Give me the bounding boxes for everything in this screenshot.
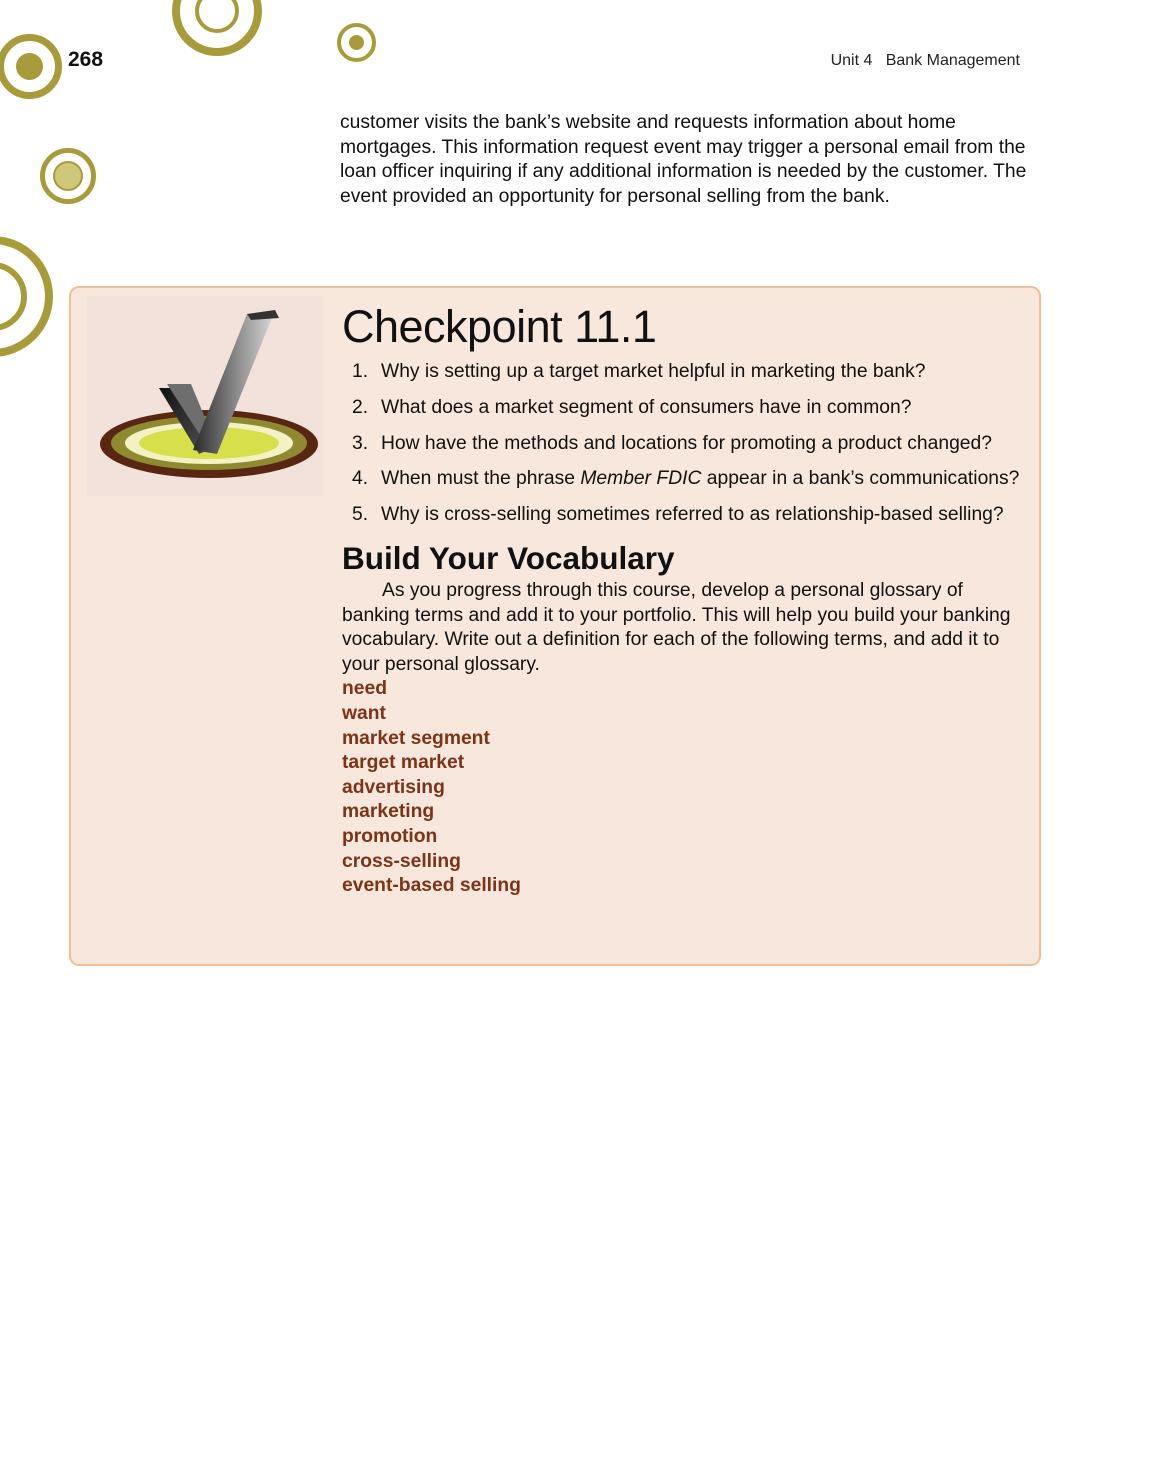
question-text-italic: Member FDIC [580,468,702,490]
decorative-dot [53,161,83,191]
question-item [342,396,1032,420]
intro-paragraph: customer visits the bank’s website and requests information about home mortgages. This information request event may trigger a personal email from the loan officer inquiring if any additional information is needed by the customer. The event provided an opportunity for personal selling from the bank. [340,112,1027,207]
question-text: How have the methods and locations for promoting a product changed? [381,432,992,454]
decorative-ring-inner [195,0,239,33]
question-text-after: appear in a bank’s communications? [701,468,1020,490]
vocabulary-term: event-based selling [342,875,521,897]
vocabulary-term: target market [342,752,465,774]
decorative-ring-large-top [172,0,262,56]
checkpoint-questions [342,360,1032,527]
decorative-dot [16,53,43,80]
decorative-ring-left-mid [40,148,96,204]
vocabulary-term: promotion [342,825,438,847]
vocabulary-heading: Build Your Vocabulary [342,539,675,576]
question-text: What does a market segment of consumers have in common? [381,396,912,418]
checkpoint-box [69,286,1041,966]
question-item [342,360,1032,384]
question-text-before: When must the phrase [381,468,581,490]
vocabulary-intro: As you progress through this course, develop a personal glossary of banking terms and add it to your portfolio. This will help you build your banking vocabulary. Write out a definition for each of the following terms, and add it to your personal glossary. [342,579,1011,675]
question-item [342,503,1032,527]
question-text: Why is setting up a target market helpful in marketing the bank? [381,361,926,382]
vocabulary-term: marketing [342,801,435,823]
decorative-ring-page-number [0,34,62,99]
vocabulary-term: cross-selling [342,850,461,872]
vocabulary-term: market segment [342,727,490,749]
question-number: 3. [352,432,369,454]
question-number: 5. [352,504,369,526]
decorative-ring-left-large [0,236,53,357]
decorative-ring-inner [0,262,27,331]
question-number: 2. [352,396,369,418]
running-header: Unit 4 Bank Management [830,52,1020,69]
checkmark-target-icon [87,296,323,496]
checkpoint-content [342,300,1032,899]
decorative-dot [349,35,364,50]
decorative-ring-small-top [337,23,376,62]
question-text: Why is cross-selling sometimes referred to as relationship-based selling? [381,504,1004,526]
vocabulary-terms [342,677,1032,898]
question-number: 4. [352,468,369,490]
page-number: 268 [68,48,104,71]
question-item [342,467,1032,491]
checkpoint-title: Checkpoint 11.1 [342,301,657,352]
vocabulary-term: advertising [342,776,445,798]
vocabulary-term: need [342,678,388,700]
vocabulary-term: want [342,702,386,724]
question-item [342,432,1032,456]
question-number: 1. [352,361,369,382]
